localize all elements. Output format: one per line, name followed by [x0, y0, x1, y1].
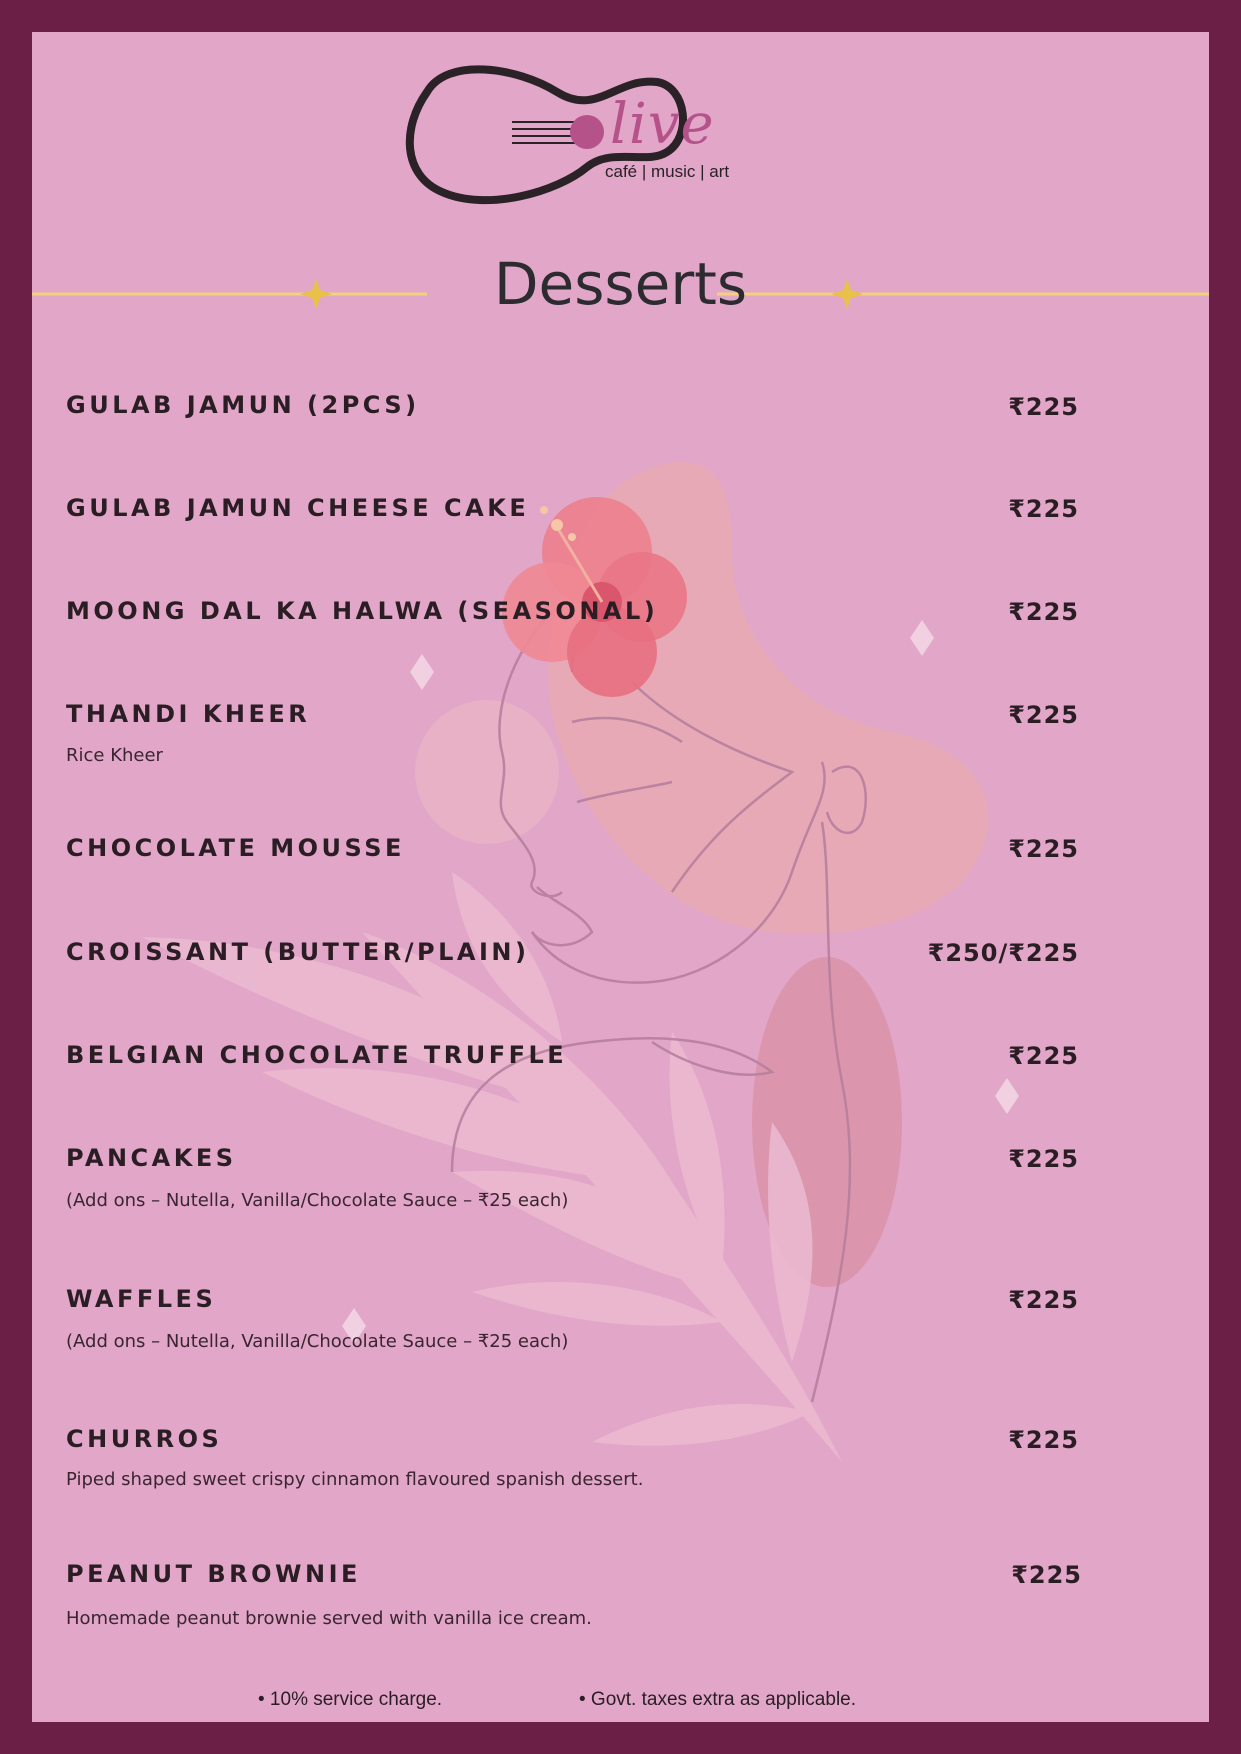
- menu-item-description: (Add ons – Nutella, Vanilla/Chocolate Sauce – ₹25 each): [66, 1331, 569, 1352]
- menu-item-description: (Add ons – Nutella, Vanilla/Chocolate Sauce – ₹25 each): [66, 1190, 569, 1211]
- menu-item-name: CHOCOLATE MOUSSE: [66, 834, 405, 862]
- menu-item-price: ₹225: [1008, 701, 1079, 729]
- brand-tagline: café | music | art: [605, 162, 730, 181]
- menu-item-price: ₹225: [1008, 495, 1079, 523]
- menu-item-price: ₹225: [1011, 1561, 1082, 1589]
- menu-item-price: ₹225: [1008, 1042, 1079, 1070]
- menu-item-price: ₹225: [1008, 1426, 1079, 1454]
- brand-name: live: [610, 92, 715, 157]
- menu-item-name: BELGIAN CHOCOLATE TRUFFLE: [66, 1041, 568, 1069]
- menu-item-name: GULAB JAMUN (2PCS): [66, 391, 420, 419]
- menu-item-description: Homemade peanut brownie served with vanilla ice cream.: [66, 1608, 592, 1629]
- menu-item-name: MOONG DAL KA HALWA (SEASONAL): [66, 597, 659, 625]
- menu-page: [32, 32, 1209, 1722]
- menu-item-name: GULAB JAMUN CHEESE CAKE: [66, 494, 530, 522]
- menu-item-name: CHURROS: [66, 1425, 223, 1453]
- menu-item-name: THANDI KHEER: [66, 700, 311, 728]
- menu-item-price: ₹250/₹225: [927, 939, 1079, 967]
- service-charge-note: • 10% service charge.: [258, 1689, 443, 1710]
- menu-item-name: PANCAKES: [66, 1144, 237, 1172]
- menu-item-price: ₹225: [1008, 393, 1079, 421]
- menu-item-price: ₹225: [1008, 1145, 1079, 1173]
- menu-item-description: Rice Kheer: [66, 745, 163, 766]
- menu-item-name: PEANUT BROWNIE: [66, 1560, 361, 1588]
- menu-item-description: Piped shaped sweet crispy cinnamon flavoured spanish dessert.: [66, 1469, 644, 1490]
- section-title: Desserts: [493, 250, 748, 318]
- menu-item-name: WAFFLES: [66, 1285, 217, 1313]
- menu-item-name: CROISSANT (BUTTER/PLAIN): [66, 938, 530, 966]
- menu-item-price: ₹225: [1008, 835, 1079, 863]
- menu-item-price: ₹225: [1008, 598, 1079, 626]
- guitar-logo-icon: [387, 47, 787, 222]
- menu-item-price: ₹225: [1008, 1286, 1079, 1314]
- taxes-note: • Govt. taxes extra as applicable.: [579, 1689, 857, 1710]
